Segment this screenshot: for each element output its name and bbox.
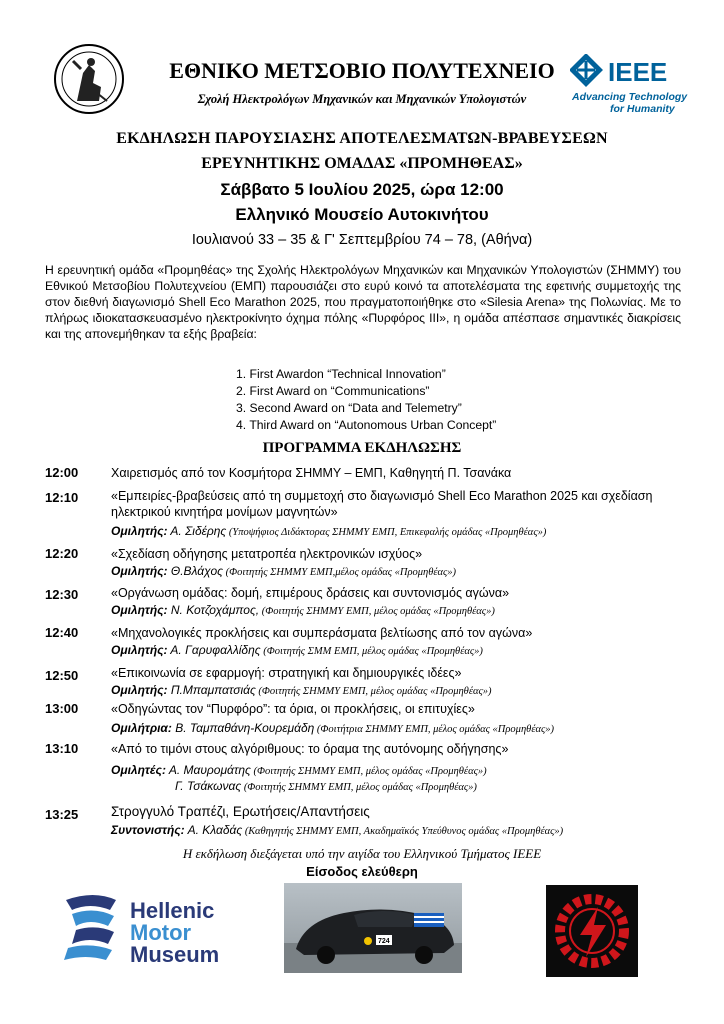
program-time: 12:10 bbox=[45, 490, 79, 505]
award-item: 1. First Awardon “Technical Innovation” bbox=[236, 367, 446, 381]
speaker-role: (Φοιτητής ΣΗΜΜΥ ΕΜΠ,μέλος ομάδας «Προμηθέας») bbox=[222, 567, 457, 578]
program-text: «Σχεδίαση οδήγησης μετατροπέα ηλεκτρονικών ισχύος» bbox=[111, 547, 423, 561]
speaker-name: Θ.Βλάχος bbox=[167, 564, 223, 578]
speaker-name: Ν. Κοτζοχάμπος, bbox=[167, 603, 260, 617]
program-speaker bbox=[111, 642, 691, 660]
program-text: «Οργάνωση ομάδας: δομή, επιμέρους δράσεις και συντονισμός αγώνα» bbox=[111, 586, 510, 600]
program-time: 13:00 bbox=[45, 701, 79, 716]
program-speaker bbox=[111, 563, 691, 581]
program-time: 12:30 bbox=[45, 587, 79, 602]
program-text: «Μηχανολογικές προκλήσεις και συμπεράσματα βελτίωσης από τον αγώνα» bbox=[111, 626, 533, 640]
program-speaker bbox=[111, 682, 691, 700]
speaker-role: (Υποψήφιος Διδάκτορας ΣΗΜΜΥ ΕΜΠ, Επικεφαλής ομάδας «Προμηθέας») bbox=[226, 527, 547, 538]
awards-list bbox=[236, 366, 496, 434]
event-address: Ιουλιανού 33 – 35 & Γ' Σεπτεμβρίου 74 – 78, (Αθήνα) bbox=[191, 232, 533, 248]
program-speaker bbox=[111, 602, 691, 620]
program-time: 12:40 bbox=[45, 625, 79, 640]
hmm-word-hellenic: Hellenic bbox=[130, 898, 215, 923]
speaker-role: (Φοιτητής ΣΗΜΜΥ ΕΜΠ, μέλος ομάδας «Προμηθέας») bbox=[255, 686, 492, 697]
event-venue: Ελληνικό Μουσείο Αυτοκινήτου bbox=[235, 205, 489, 224]
program-text: Στρογγυλό Τραπέζι, Ερωτήσεις/Απαντήσεις bbox=[111, 804, 370, 819]
speaker-role: (Φοιτητής ΣΜΜ ΕΜΠ, μέλος ομάδας «Προμηθέας») bbox=[260, 646, 483, 657]
program-speaker bbox=[111, 822, 691, 840]
speaker-label: Ομιλητής: bbox=[111, 524, 168, 538]
award-item: 2. First Award on “Communications” bbox=[236, 384, 430, 398]
free-entry-note: Είσοδος ελεύθερη bbox=[306, 864, 418, 879]
car-number: 724 bbox=[378, 938, 390, 945]
speaker-label: Ομιλητής: bbox=[111, 643, 168, 657]
program-text: «Εμπειρίες-βραβεύσεις από τη συμμετοχή στο διαγωνισμό Shell Eco Marathon 2025 και σχεδίαση ηλεκτρικού κινητήρα μονίμων μαγνητών» bbox=[111, 489, 653, 519]
speaker-name: Α. Κλαδάς bbox=[184, 823, 243, 837]
school-subtitle: Σχολή Ηλεκτρολόγων Μηχανικών και Μηχανικών Υπολογιστών bbox=[197, 92, 527, 106]
program-time: 12:20 bbox=[45, 546, 79, 561]
speaker-name: Β. Ταμπαθάνη-Κουρεμάδη bbox=[171, 721, 315, 735]
program-text: «Επικοινωνία σε εφαρμογή: στρατηγική και δημιουργικές ιδέες» bbox=[111, 666, 462, 680]
speaker-label: Ομιλητής: bbox=[111, 603, 168, 617]
speaker-label: Ομιλητής: bbox=[111, 564, 168, 578]
program-text: «Από το τιμόνι στους αλγόριθμους: το όραμα της αυτόνομης οδήγησης» bbox=[111, 742, 509, 756]
program-time: 12:00 bbox=[45, 465, 79, 480]
speaker-role: (Καθηγητής ΣΗΜΜΥ ΕΜΠ, Ακαδημαϊκός Υπεύθυνος ομάδας «Προμηθέας») bbox=[242, 826, 564, 837]
program-speaker-2 bbox=[175, 778, 695, 796]
institution-title: ΕΘΝΙΚΟ ΜΕΤΣΟΒΙΟ ΠΟΛΥΤΕΧΝΕΙΟ bbox=[169, 58, 555, 83]
program-speaker bbox=[111, 720, 691, 738]
speaker-label: Ομιλήτρια: bbox=[111, 721, 172, 735]
program-time: 13:25 bbox=[45, 807, 79, 822]
ieee-wordmark: IEEE bbox=[608, 57, 668, 87]
event-date: Σάββατο 5 Ιουλίου 2025, ώρα 12:00 bbox=[220, 180, 504, 199]
speaker-label: Ομιλητές: bbox=[111, 763, 166, 777]
award-item: 3. Second Award on “Data and Telemetry” bbox=[236, 401, 462, 415]
speaker-name: Α. Μαυρομάτης bbox=[165, 763, 251, 777]
event-title-line1: ΕΚΔΗΛΩΣΗ ΠΑΡΟΥΣΙΑΣΗΣ ΑΠΟΤΕΛΕΣΜΑΤΩΝ-ΒΡΑΒΕΥΣΕΩΝ bbox=[116, 130, 608, 147]
event-title-line2: ΕΡΕΥΝΗΤΙΚΗΣ ΟΜΑΔΑΣ «ΠΡΟΜΗΘΕΑΣ» bbox=[201, 155, 523, 172]
program-text: Χαιρετισμός από τον Κοσμήτορα ΣΗΜΜΥ – ΕΜΠ, Καθηγητή Π. Τσανάκα bbox=[111, 466, 512, 480]
speaker-name: Α. Σιδέρης bbox=[167, 524, 227, 538]
speaker-role: (Φοιτητής ΣΗΜΜΥ ΕΜΠ, μέλος ομάδας «Προμηθέας») bbox=[250, 766, 487, 777]
award-item: 4. Third Award on “Autonomous Urban Concept” bbox=[236, 418, 497, 432]
speaker-label: Συντονιστής: bbox=[111, 823, 185, 837]
speaker-name: Π.Μπαμπατσιάς bbox=[167, 683, 256, 697]
program-time: 12:50 bbox=[45, 668, 79, 683]
program-title: ΠΡΟΓΡΑΜΜΑ ΕΚΔΗΛΩΣΗΣ bbox=[262, 440, 462, 456]
speaker-role: (Φοιτητής ΣΗΜΜΥ ΕΜΠ, μέλος ομάδας «Προμηθέας») bbox=[259, 606, 495, 617]
ieee-tagline-1: Advancing Technology bbox=[572, 91, 688, 103]
prometheus-team-logo bbox=[546, 885, 638, 977]
hmm-word-motor: Motor bbox=[130, 920, 192, 945]
speaker-role: (Φοιτητής ΣΗΜΜΥ ΕΜΠ, μέλος ομάδας «Προμηθέας») bbox=[241, 782, 477, 793]
race-car-photo bbox=[284, 883, 462, 973]
auspices-note: Η εκδήλωση διεξάγεται υπό την αιγίδα του Ελληνικού Τμήματος IEEE bbox=[182, 846, 542, 861]
speaker-name: Α. Γαρυφαλλίδης bbox=[167, 643, 261, 657]
hellenic-motor-museum-logo bbox=[58, 888, 264, 968]
intro-paragraph: Η ερευνητική ομάδα «Προμηθέας» της Σχολής Ηλεκτρολόγων Μηχανικών και Μηχανικών Υπολογιστών (ΣΗΜΜΥ) του Εθνικού Μετσοβίου Πολυτεχνείου (ΕΜΠ) παρουσιάζει στο ευρύ κοινό τα αποτελέσματα της εφετινής συμμετοχής της στον διεθνή διαγωνισμό Shell Eco Marathon 2025, που πραγματοποιήθηκε στο «Silesia Arena» της Πολωνίας. Με το πλήρως ιδιοκατασκευασμένο ηλεκτροκίνητο όχημα πόλης «Πυρφόρος ΙΙΙ», η ομάδα απέσπασε σημαντικές διακρίσεις και της απονεμήθηκαν τα εξής βραβεία: bbox=[45, 263, 681, 341]
hmm-word-museum: Museum bbox=[130, 942, 220, 967]
speaker-label: Ομιλητής: bbox=[111, 683, 168, 697]
program-time: 13:10 bbox=[45, 741, 79, 756]
ieee-tagline-2: for Humanity bbox=[610, 103, 675, 114]
program-text: «Οδηγώντας τον “Πυρφόρο”: τα όρια, οι προκλήσεις, οι επιτυχίες» bbox=[111, 702, 475, 716]
speaker-role: (Φοιτήτρια ΣΗΜΜΥ ΕΜΠ, μέλος ομάδας «Προμηθέας») bbox=[314, 724, 554, 735]
program-speaker bbox=[111, 523, 691, 541]
speaker-name: Γ. Τσάκωνας bbox=[175, 779, 242, 793]
